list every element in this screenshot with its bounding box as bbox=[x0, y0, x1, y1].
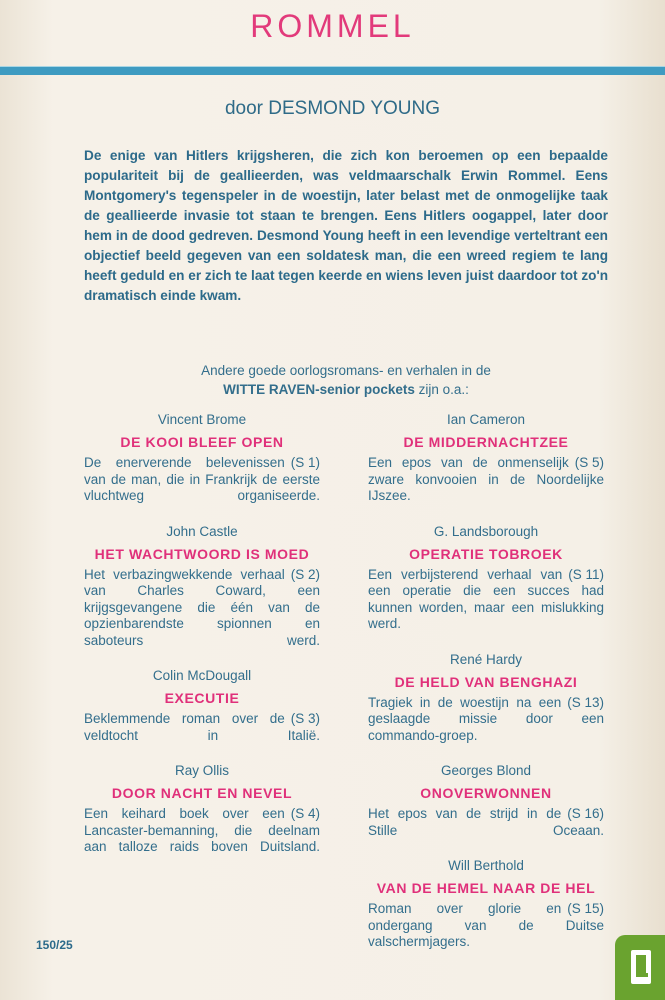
series-intro bbox=[84, 361, 608, 399]
entry-description-text: De enerverende belevenissen van de man, die in Frankrijk de eerste vluchtweg organiseerde. bbox=[84, 455, 320, 503]
entry-title: OPERATIE TOBROEK bbox=[409, 545, 563, 562]
entry-author: Vincent Brome bbox=[157, 412, 247, 427]
entry-description-text: Het verbazingwekkende verhaal van Charles Coward, een krijgsgevangene die één van de opzienbarendste spionnen en saboteurs werd. bbox=[84, 566, 320, 648]
entry-code: (S 15) bbox=[567, 901, 604, 916]
entry-author: John Castle bbox=[166, 523, 238, 539]
book-title: ROMMEL bbox=[250, 8, 415, 44]
entry-description bbox=[84, 711, 320, 744]
entry-description-text: Het epos van de strijd in de Stille Oceaan. bbox=[368, 806, 604, 838]
entry-description bbox=[84, 806, 320, 856]
book-entry bbox=[84, 761, 320, 856]
intro-line-2-rest: zijn o.a.: bbox=[414, 382, 469, 397]
book-entry bbox=[84, 522, 320, 650]
entry-description bbox=[368, 567, 604, 633]
entry-title: DE KOOI BLEEF OPEN bbox=[120, 434, 284, 450]
entry-code: (S 5) bbox=[574, 455, 604, 470]
book-entry bbox=[368, 650, 604, 745]
entry-code: (S 13) bbox=[567, 694, 604, 710]
intro-line-2 bbox=[84, 380, 608, 399]
entry-author: Will Berthold bbox=[448, 858, 524, 873]
right-book-column bbox=[368, 410, 604, 968]
book-entry bbox=[84, 666, 320, 744]
entry-description bbox=[84, 455, 320, 505]
intro-line-1: Andere goede oorlogsromans- en verhalen in de bbox=[201, 363, 491, 378]
entry-title: DE HELD VAN BENGHAZI bbox=[394, 673, 578, 690]
entry-description bbox=[368, 695, 604, 745]
entry-description bbox=[368, 806, 604, 839]
entry-description-text: Een epos van de onmenselijk zware konvooien in de Noordelijke IJszee. bbox=[368, 455, 604, 503]
book-entry bbox=[368, 761, 604, 839]
blue-divider bbox=[0, 66, 665, 75]
entry-code: (S 4) bbox=[290, 806, 320, 821]
series-name: WITTE RAVEN-senior pockets bbox=[223, 382, 415, 397]
entry-description bbox=[368, 901, 604, 951]
book-entry bbox=[368, 522, 604, 633]
entry-code: (S 1) bbox=[290, 455, 320, 470]
entry-title: EXECUTIE bbox=[164, 690, 240, 706]
book-entry bbox=[368, 410, 604, 505]
entry-author: Ray Ollis bbox=[174, 763, 229, 778]
left-book-column bbox=[84, 410, 320, 873]
watermark-badge bbox=[615, 935, 665, 1000]
entry-title: DE MIDDERNACHTZEE bbox=[403, 434, 569, 450]
entry-author: Georges Blond bbox=[440, 763, 532, 778]
entry-code: (S 16) bbox=[567, 806, 604, 821]
synopsis-text: De enige van Hitlers krijgsheren, die zich kon beroemen op een bepaalde populariteit bij de geallieerden, was veldmaarschalk Erwin Rommel. Eens Montgomery's tegenspeler in de woestijn, later belast met de onmogelijke taak de geallieerde invasie tot staan te brengen. Eens Hitlers oogappel, later door hem in de dood gedreven. Desmond Young heeft in een levendige verteltrant een objectief beeld gegeven van een soldatesk man, die een wreed regiem te lang heeft geduld en er zich te laat tegen keerde en wiens leven juist daardoor tot zo'n dramatisch einde kwam. bbox=[84, 148, 608, 303]
entry-description bbox=[84, 567, 320, 650]
entry-description-text: Roman over glorie en ondergang van de Duitse valschermjagers. bbox=[368, 901, 604, 949]
author-line: door DESMOND YOUNG bbox=[224, 98, 441, 119]
book-entry bbox=[84, 410, 320, 505]
entry-author: Ian Cameron bbox=[446, 412, 526, 427]
entry-code: (S 2) bbox=[290, 566, 320, 582]
book-entry bbox=[368, 856, 604, 951]
entry-description bbox=[368, 455, 604, 505]
entry-description-text: Beklemmende roman over de veldtocht in Italië. bbox=[84, 711, 320, 743]
entry-title: DOOR NACHT EN NEVEL bbox=[111, 785, 293, 801]
entry-title: ONOVERWONNEN bbox=[420, 785, 552, 801]
book-catalog-logo-icon bbox=[629, 948, 653, 986]
entry-code: (S 3) bbox=[290, 711, 320, 726]
page-number: 150/25 bbox=[36, 938, 73, 952]
entry-title: HET WACHTWOORD IS MOED bbox=[94, 545, 310, 562]
entry-title: VAN DE HEMEL NAAR DE HEL bbox=[376, 880, 596, 896]
entry-author: René Hardy bbox=[449, 651, 523, 667]
entry-description-text: Een keihard boek over een Lancaster-bemanning, die deelnam aan talloze raids boven Duitsland. bbox=[84, 806, 320, 854]
entry-description-text: Een verbijsterend verhaal van een operatie die een succes had kunnen worden, maar een mislukking werd. bbox=[368, 566, 604, 631]
entry-code: (S 11) bbox=[568, 566, 604, 582]
entry-author: G. Landsborough bbox=[433, 523, 539, 539]
entry-description-text: Tragiek in de woestijn na een geslaagde missie door een commando-groep. bbox=[368, 694, 604, 743]
entry-author: Colin McDougall bbox=[152, 668, 252, 683]
